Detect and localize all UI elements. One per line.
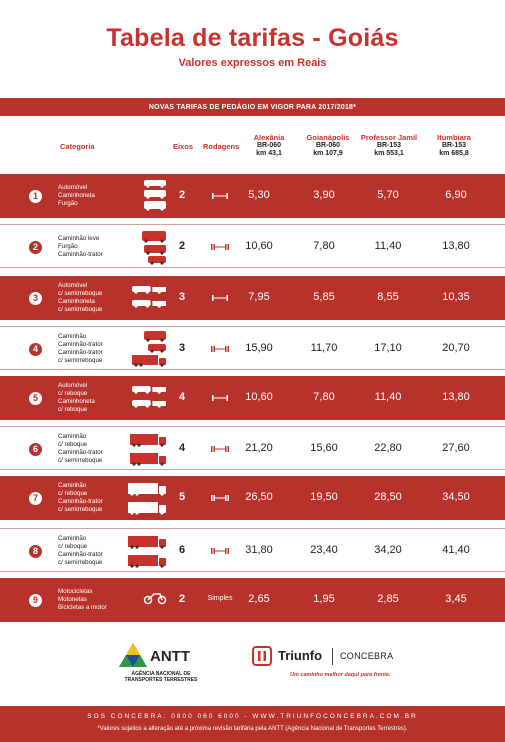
toll-price: 23,40 — [310, 544, 338, 556]
tariff-banner: NOVAS TARIFAS DE PEDÁGIO EM VIGOR PARA 2017/2018* — [0, 98, 505, 116]
toll-price: 21,20 — [245, 442, 273, 454]
category-line: Caminhão — [58, 432, 87, 440]
category-line: c/ reboque — [58, 406, 88, 414]
antt-caption-2: TRANSPORTES TERRESTRES — [124, 677, 198, 683]
toll-price: 2,65 — [248, 593, 270, 605]
tariff-row — [0, 528, 505, 572]
category-line: Bicicletas a motor — [58, 604, 107, 612]
page-subtitle: Valores expressos em Reais — [178, 57, 327, 69]
toll-price: 17,10 — [374, 342, 402, 354]
header-plaza-3 — [356, 134, 422, 158]
vehicle-icon — [128, 429, 166, 474]
toll-price: 5,85 — [313, 291, 335, 303]
category-line: Caminhão leve — [58, 234, 100, 242]
toll-price: 34,50 — [442, 491, 470, 503]
category-line: Motocicletas — [58, 587, 93, 595]
toll-price: 13,80 — [442, 391, 470, 403]
category-description — [58, 235, 103, 260]
toll-price: 11,40 — [374, 240, 402, 252]
axle-count: 2 — [178, 189, 186, 201]
category-line: Furgão — [58, 242, 78, 250]
tariff-row — [0, 578, 505, 622]
footer-contact: SOS CONCEBRA: 0800 060 6000 - WWW.TRIUNFOCONCEBRA.COM.BR — [87, 713, 418, 720]
category-line: c/ semirreboque — [58, 357, 103, 365]
antt-triangle-icon — [118, 642, 148, 668]
toll-price: 34,20 — [374, 544, 402, 556]
axle-count: 6 — [178, 544, 186, 556]
vehicle-icon — [128, 580, 166, 625]
category-number: 9 — [29, 594, 42, 607]
vehicle-icon — [128, 378, 166, 423]
toll-price: 31,80 — [245, 544, 273, 556]
category-line: Caminhão-trator — [58, 340, 103, 348]
category-line: Caminhão — [58, 332, 87, 340]
category-line: c/ semirreboque — [58, 506, 103, 514]
plaza-road: BR-060 — [256, 142, 282, 149]
axle-count: 3 — [178, 291, 186, 303]
category-line: Caminhoneta — [58, 298, 95, 305]
toll-price: 19,50 — [310, 491, 338, 503]
category-line: Caminhão — [58, 481, 87, 489]
axle-count: 2 — [178, 240, 186, 252]
tariff-row — [0, 476, 505, 520]
toll-price: 41,40 — [442, 544, 470, 556]
category-description — [58, 333, 103, 366]
toll-price: 26,50 — [245, 491, 273, 503]
category-line: Caminhão — [58, 534, 87, 542]
plaza-km: km 107,9 — [313, 150, 343, 157]
toll-price: 1,95 — [313, 593, 335, 605]
category-number: 3 — [29, 292, 42, 305]
category-line: Caminhoneta — [58, 191, 95, 199]
category-number: 8 — [29, 545, 42, 558]
category-line: Automóvel — [58, 281, 88, 289]
category-description — [58, 184, 95, 209]
tariff-row — [0, 224, 505, 268]
tariff-row — [0, 376, 505, 420]
concebra-tagline: Um caminho melhor daqui para frente. — [290, 672, 391, 678]
category-number: 6 — [29, 443, 42, 456]
category-line: Caminhão-trator — [58, 349, 103, 356]
header-plaza-2 — [302, 134, 354, 158]
toll-price: 11,70 — [310, 342, 338, 354]
toll-price: 7,80 — [313, 240, 335, 252]
toll-price: 8,55 — [377, 291, 399, 303]
axle-count: 4 — [178, 391, 186, 403]
toll-price: 7,80 — [313, 391, 335, 403]
toll-price: 27,60 — [442, 442, 470, 454]
vehicle-icon — [128, 329, 166, 374]
antt-caption-1: AGÊNCIA NACIONAL DE — [131, 671, 191, 677]
category-description — [58, 282, 102, 315]
category-line: Automóvel — [58, 381, 88, 389]
category-number: 2 — [29, 241, 42, 254]
antt-wordmark: ANTT — [150, 648, 190, 665]
toll-price: 10,35 — [442, 291, 470, 303]
toll-price: 2,85 — [377, 593, 399, 605]
vehicle-icon — [128, 478, 166, 523]
plaza-km: km 685,8 — [439, 150, 469, 157]
category-line: c/ reboque — [58, 440, 88, 448]
toll-price: 5,30 — [248, 189, 270, 201]
tariff-row — [0, 276, 505, 320]
category-line: c/ semirreboque — [58, 457, 103, 465]
toll-price: 6,90 — [445, 189, 467, 201]
toll-price: 28,50 — [374, 491, 402, 503]
toll-price: 3,90 — [313, 189, 335, 201]
category-line: c/ semirreboque — [58, 306, 103, 314]
plaza-name: Itumbiara — [437, 133, 471, 142]
category-description — [58, 535, 103, 568]
triunfo-wordmark: Triunfo — [278, 648, 323, 663]
axle-count: 3 — [178, 342, 186, 354]
category-description — [58, 482, 103, 515]
plaza-name: Alexânia — [253, 133, 285, 142]
axle-count: 2 — [178, 593, 186, 605]
tariff-row — [0, 174, 505, 218]
triunfo-emblem-icon — [252, 646, 272, 666]
vehicle-icon — [128, 531, 166, 576]
toll-price: 7,95 — [248, 291, 270, 303]
header-eixos: Eixos — [173, 142, 194, 151]
header-rodagens: Rodagens — [203, 142, 240, 151]
category-number: 5 — [29, 392, 42, 405]
concebra-wordmark: CONCEBRA — [340, 651, 394, 661]
category-description — [58, 588, 107, 613]
header-plaza-4 — [426, 134, 482, 158]
category-line: Caminhoneta — [58, 398, 95, 405]
axle-count: 4 — [178, 442, 186, 454]
category-line: Caminhão-trator — [58, 498, 103, 505]
category-line: c/ reboque — [58, 389, 88, 397]
tariff-row — [0, 426, 505, 470]
category-line: c/ reboque — [58, 542, 88, 550]
page-title: Tabela de tarifas - Goiás — [106, 24, 399, 52]
plaza-name: Goianápolis — [306, 133, 350, 142]
toll-price: 20,70 — [442, 342, 470, 354]
toll-price: 15,90 — [245, 342, 273, 354]
plaza-km: km 553,1 — [374, 150, 404, 157]
logo-divider — [332, 648, 333, 665]
category-line: Furgão — [58, 200, 78, 208]
toll-price: 15,60 — [310, 442, 338, 454]
plaza-road: BR-153 — [376, 142, 402, 149]
axle-count: 5 — [178, 491, 186, 503]
toll-price: 5,70 — [377, 189, 399, 201]
triunfo-concebra-logo — [252, 646, 412, 686]
plaza-name: Professor Jamil — [360, 133, 418, 142]
vehicle-icon — [128, 176, 166, 221]
vehicle-icon — [128, 227, 166, 272]
category-description — [58, 433, 103, 466]
category-line: Caminhão-trator — [58, 551, 103, 558]
category-line: Motonetas — [58, 595, 87, 603]
category-line: c/ semirreboque — [58, 289, 103, 297]
vehicle-icon — [128, 278, 166, 323]
plaza-road: BR-153 — [441, 142, 467, 149]
plaza-km: km 43,1 — [256, 150, 282, 157]
category-number: 1 — [29, 190, 42, 203]
category-number: 7 — [29, 492, 42, 505]
category-line: Automóvel — [58, 183, 88, 191]
category-number: 4 — [29, 343, 42, 356]
header-categoria: Categoria — [60, 142, 95, 151]
toll-price: 10,60 — [245, 391, 273, 403]
antt-logo — [106, 640, 216, 692]
wheel-type-label: Simples — [207, 595, 233, 602]
tariff-row — [0, 326, 505, 370]
page-footer — [0, 706, 505, 742]
category-description — [58, 382, 95, 415]
toll-price: 3,45 — [445, 593, 467, 605]
plaza-road: BR-060 — [315, 142, 341, 149]
toll-price: 13,80 — [442, 240, 470, 252]
header-plaza-1 — [244, 134, 294, 158]
category-line: Caminhão-trator — [58, 449, 103, 456]
category-line: Caminhão-trator — [58, 251, 103, 259]
footer-note: *Valores sujeitos a alteração até a próxima revisão tarifária pela ANTT (Agência Nacional de Transportes Terrestres). — [97, 726, 408, 732]
category-line: c/ reboque — [58, 489, 88, 497]
toll-price: 22,80 — [374, 442, 402, 454]
category-line: c/ semirreboque — [58, 559, 103, 567]
toll-price: 11,40 — [374, 391, 402, 403]
toll-price: 10,60 — [245, 240, 273, 252]
